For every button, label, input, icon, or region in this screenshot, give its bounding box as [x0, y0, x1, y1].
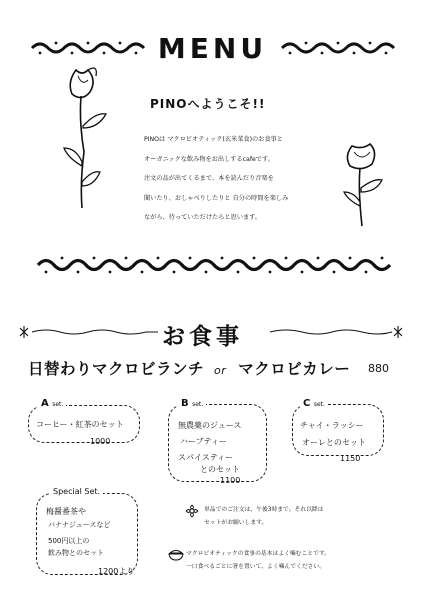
- special-set-item: 500円以上の: [48, 537, 90, 545]
- set-b-price: 1100: [220, 476, 241, 485]
- special-set-price: 1200より: [98, 567, 135, 576]
- set-c-item: チャイ・ラッシー: [300, 421, 364, 430]
- greeting-heading: PINOへようこそ!!: [150, 97, 266, 111]
- set-a-price: 1000: [90, 437, 111, 446]
- set-a-item: コーヒー・紅茶のセット: [36, 420, 124, 429]
- lunch-or: or: [214, 364, 227, 377]
- set-b-item: とのセット: [200, 465, 240, 474]
- set-b-label: B set.: [178, 398, 206, 409]
- wave-divider: [36, 253, 391, 277]
- set-b-item: スパイスティー: [178, 453, 234, 462]
- lunch-daily: 日替わりマクロビランチ: [28, 360, 205, 378]
- right-flower-icon: [340, 140, 390, 230]
- section-title-food: お食事: [162, 324, 243, 350]
- menu-title: MENU: [157, 32, 268, 65]
- special-set-label: Special Set.: [50, 487, 103, 496]
- left-flower-icon: [62, 62, 112, 212]
- flower-icon: [184, 503, 200, 519]
- special-set-item: バナナジュースなど: [48, 521, 111, 529]
- set-c-price: 1150: [340, 454, 361, 463]
- set-c-label: C set.: [300, 398, 328, 409]
- set-b-item: 無農薬のジュース: [178, 421, 242, 430]
- title-wave-left: [28, 38, 148, 58]
- title-wave-right: [278, 38, 398, 58]
- lunch-line: [28, 357, 350, 379]
- special-set-item: 梅醤番茶や: [46, 507, 86, 516]
- special-set-item: 飲み物とのセット: [48, 549, 104, 557]
- intro-paragraph: PINOは マクロビオティック(玄米菜食)のお食事と オーガニックな飲み物をお出しするcafeです。 注文の品が出てくるまで、本を読んだり音楽を 聞いたり、おしゃべりしたりと 自分の時間を楽しみ ながら、待っていただけたらと思います。: [144, 136, 289, 221]
- chew-note: マクロビオティックの食事の基本はよく噛むことです。 一口食べるごとに箸を置いて、よく噛んでください。: [186, 551, 330, 570]
- lunch-curry: マクロビカレー: [238, 360, 351, 378]
- set-a-label: A set.: [38, 398, 66, 409]
- order-note: 単品でのご注文は、午後3時まで。それ以降は セットがお願いします。: [204, 507, 324, 526]
- set-b-item: ハーブティー: [180, 437, 227, 446]
- rice-bowl-icon: [168, 547, 184, 561]
- set-c-item: オーレとのセット: [302, 438, 366, 447]
- lunch-price: 880: [368, 362, 389, 375]
